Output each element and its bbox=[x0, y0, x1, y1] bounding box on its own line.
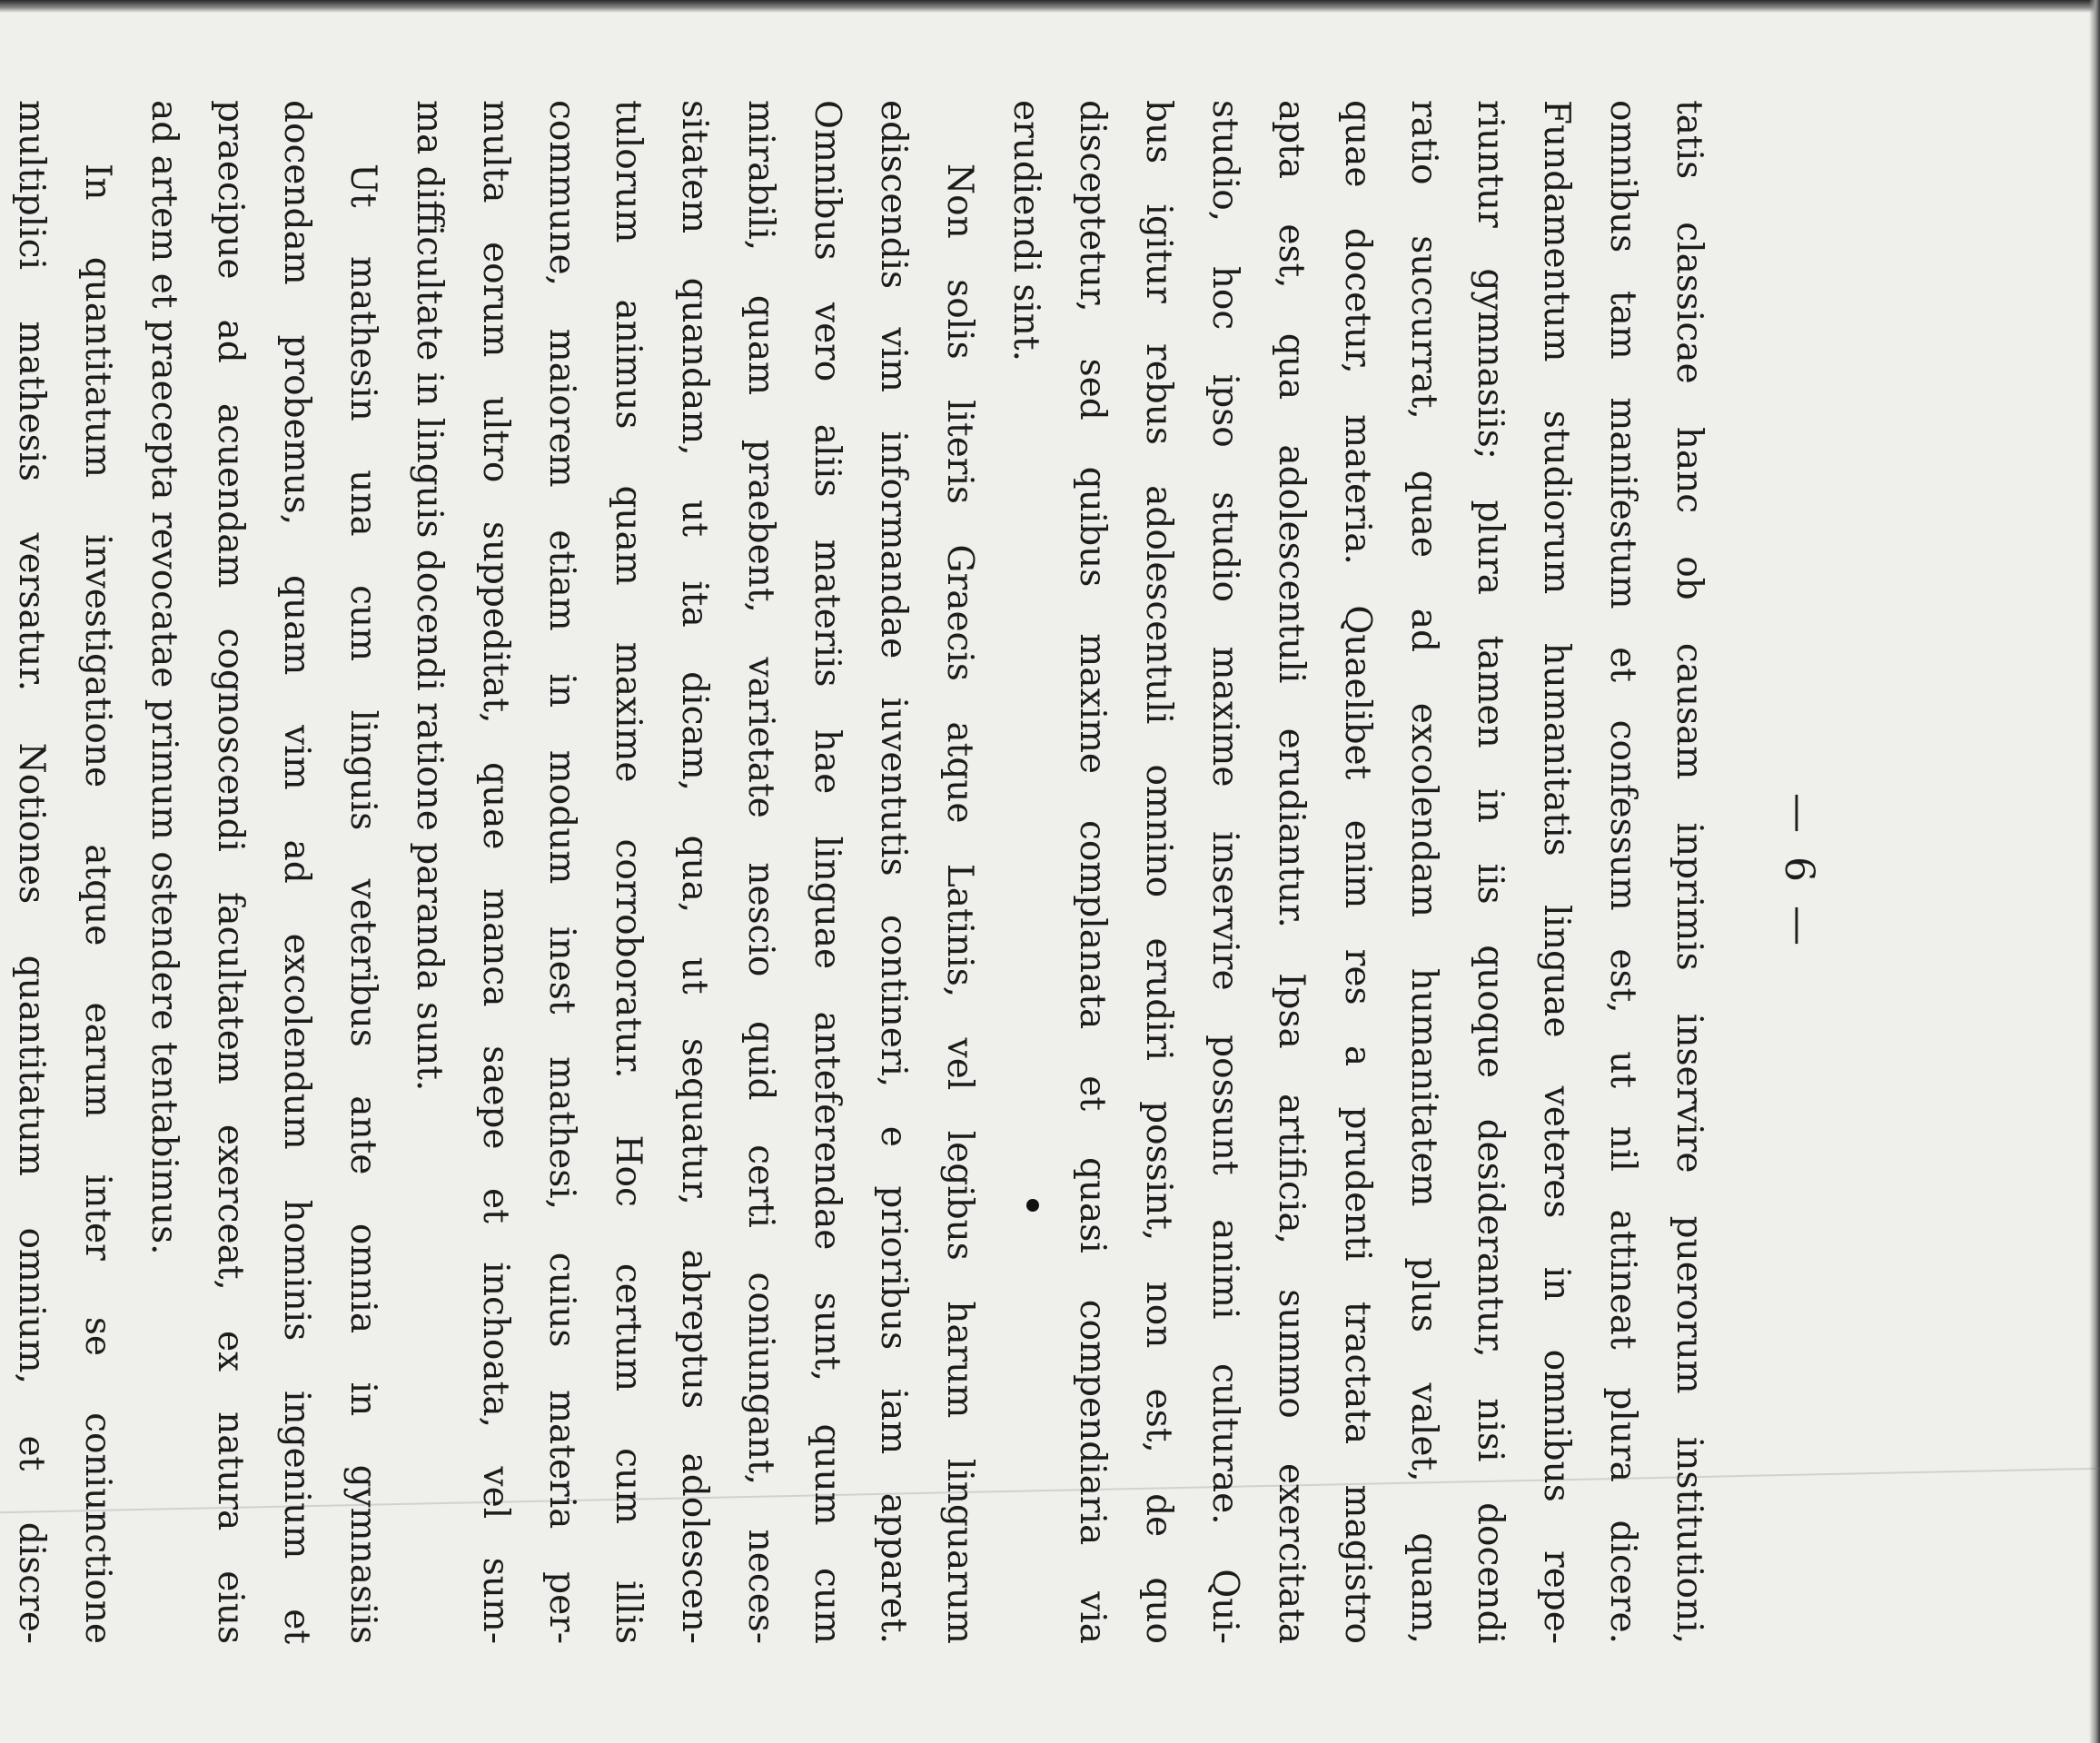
text-line: multiplici mathesis versatur. Notiones quantitatum omnium, et discre- bbox=[11, 100, 52, 1644]
page-right-edge bbox=[2089, 0, 2100, 1743]
rotated-text-block bbox=[11, 100, 1949, 1644]
text-line: Ut mathesin una cum linguis veteribus ante omnia in gymnasiis bbox=[342, 163, 383, 1644]
text-line: apta est, qua adolescentuli erudiantur. Ipsa artificia, summo exercitata bbox=[1271, 100, 1312, 1644]
text-line: commune, maiorem etiam in modum inest mathesi, cuius materia per- bbox=[541, 100, 582, 1644]
page-number: — 6 — bbox=[1776, 793, 1822, 951]
text-line: quae docetur, materia. Quaelibet enim res a prudenti tractata magistro bbox=[1337, 100, 1378, 1644]
text-line: tulorum animus quam maxime corroboratur. Hoc certum cum illis bbox=[608, 100, 649, 1644]
text-line: bus igitur rebus adolescentuli omnino erudiri possint, non est, de quo bbox=[1138, 100, 1179, 1644]
text-line: docendam probemus, quam vim ad excolendum hominis ingenium et bbox=[276, 100, 317, 1644]
text-line: disceptetur, sed quibus maxime complanata et quasi compendiaria via bbox=[1072, 100, 1113, 1644]
text-line: omnibus tam manifestum et confessum est, ut nil attineat plura dicere. bbox=[1602, 100, 1643, 1644]
text-line: ratio succurrat, quae ad excolendam humanitatem plus valet, quam, bbox=[1403, 100, 1444, 1644]
text-line: praecipue ad acuendam cognoscendi facultatem exerceat, ex natura eius bbox=[210, 100, 251, 1644]
text-line: sitatem quandam, ut ita dicam, qua, ut sequatur, abreptus adolescen- bbox=[674, 100, 715, 1644]
text-line: Fundamentum studiorum humanitatis linguae veteres in omnibus repe- bbox=[1536, 100, 1577, 1644]
text-line: In quantitatum investigatione atque earum inter se coniunctione bbox=[77, 163, 118, 1644]
text-line: ma difficultate in linguis docendi ratione paranda sunt. bbox=[409, 100, 450, 1092]
text-line: Non solis literis Graecis atque Latinis, vel legibus harum linguarum bbox=[939, 163, 980, 1644]
text-line: studio, hoc ipso studio maxime inservire possunt animi culturae. Qui- bbox=[1204, 100, 1245, 1644]
text-line: erudiendi sint. bbox=[1005, 100, 1046, 361]
text-line: multa eorum ultro suppeditat, quae manca saepe et inchoata, vel sum- bbox=[475, 100, 516, 1644]
text-line: Omnibus vero aliis materiis hae linguae anteferendae sunt, quum cum bbox=[807, 100, 847, 1644]
text-line: tatis classicae hanc ob causam inprimis inservire puerorum institutioni, bbox=[1669, 100, 1709, 1644]
page-top-edge bbox=[0, 0, 2100, 13]
body-text bbox=[0, 100, 1722, 1644]
text-line: ediscendis vim informandae iuventutis contineri, e prioribus iam apparet. bbox=[873, 100, 914, 1644]
text-line: mirabili, quam praebent, varietate nescio quid certi coniungant, neces- bbox=[740, 100, 781, 1644]
text-line: ad artem et praecepta revocatae primum ostendere tentabimus. bbox=[144, 100, 184, 1255]
text-line: riuntur gymnasiis; plura tamen in iis quoque desiderantur, nisi docendi bbox=[1470, 100, 1511, 1644]
